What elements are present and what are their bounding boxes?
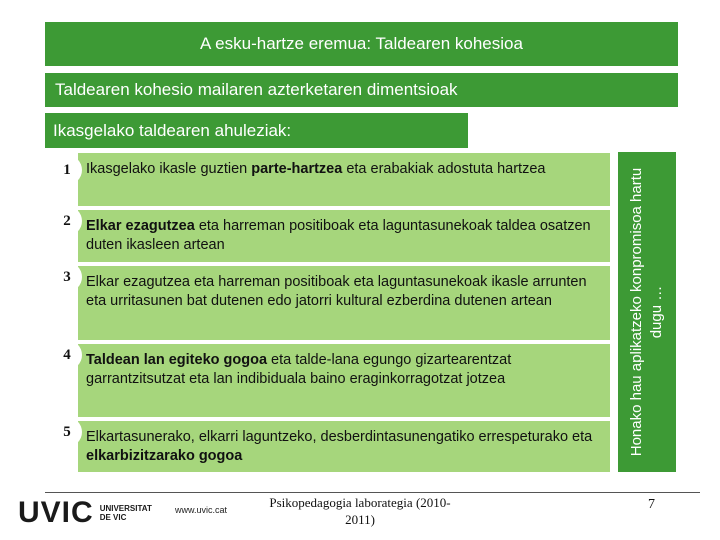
list-item [78, 153, 610, 206]
item-number-badge: 5 [52, 417, 82, 447]
item-text-bold: elkarbizitzarako gogoa [86, 448, 243, 464]
website-link[interactable]: www.uvic.cat [175, 505, 228, 515]
item-text-bold: Elkar ezagutzea [86, 218, 195, 234]
item-text-pre: Elkartasunerako, elkarri laguntzeko, desberdintasunengatiko errespeturako eta [86, 429, 593, 445]
university-logo [18, 496, 152, 530]
footer-divider [45, 492, 700, 493]
item-text-post: eta erabakiak adostuta hartzea [342, 161, 546, 177]
side-banner-text: Honako hau aplikatzeko konpromisoa hartu dugu … [628, 167, 665, 457]
list-item [78, 210, 610, 262]
logo-mark: UVIC [18, 496, 94, 529]
logo-line-1: UNIVERSITAT [99, 504, 152, 513]
section-heading: Ikasgelako taldearen ahuleziak: [45, 113, 468, 148]
item-text-pre: Elkar ezagutzea eta harreman positiboak eta laguntasunekoak ikasle arrunten eta urritasunen bat dutenen edo jatorri kultural ezberdina dutenen artean [86, 274, 587, 309]
item-text-bold: parte-hartzea [251, 161, 343, 177]
list-item [78, 421, 610, 472]
list-item [78, 266, 610, 340]
item-number-badge: 4 [52, 340, 82, 370]
item-text-pre: Ikasgelako ikasle guztien [86, 161, 252, 177]
slide-title: A esku-hartze eremua: Taldearen kohesioa [45, 22, 678, 66]
list-item [78, 344, 610, 417]
item-number-badge: 3 [52, 262, 82, 292]
item-text-bold: Taldean lan egiteko gogoa [86, 352, 268, 368]
item-text-post: eta harreman positiboak eta laguntasunekoak taldea osatzen duten ikasleen artean [86, 218, 591, 253]
side-banner [618, 152, 676, 472]
logo-words [100, 504, 152, 522]
item-text-post: eta talde-lana egungo gizartearentzat garrantzitsutzat eta lan indibiduala baino eraginkorragotzat jotzea [86, 352, 512, 387]
footer-lab-name: Psikopedagogia laborategia (2010-2011) [269, 495, 451, 527]
logo-line-2: DE VIC [99, 513, 127, 522]
item-number-badge: 2 [52, 206, 82, 236]
page-number: 7 [648, 497, 655, 512]
item-number-badge: 1 [52, 155, 82, 185]
slide-subtitle: Taldearen kohesio mailaren azterketaren dimentsioak [45, 73, 678, 107]
